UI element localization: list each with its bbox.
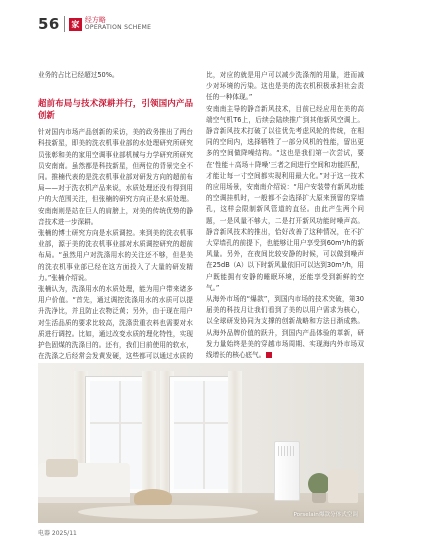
left-column xyxy=(38,70,193,385)
body-paragraph: 张楠认为，洗涤用水的水质处理，能为用户带来诸多用户价值。“首先，通过调控洗涤用水的水质可以提升洗净比，并且防止衣物泛黄；另外，由于现在用户对生活品质的要求比较高，洗涤贵重衣料也需要对水质进行调控。比如，通过改变水质的理化特性，实现护色固煤的洗涤目的。还有，我们目前使用的软水，在洗涤之后经常会发黄发硬，这些都可以通过水质的 xyxy=(38,285,193,361)
section-title-en: OPERATION SCHEME xyxy=(84,24,152,31)
end-mark-icon xyxy=(266,352,272,358)
body-paragraph: 张楠的博士研究方向是水质调控。来到美的洗衣机事业部，源于美的洗衣机事业部对水质调控研究的超前布局。“虽然用户对洗涤用水的关注还不够，但是美的洗衣机事业部已经在这方面投入了大量的研发精力。”张楠介绍说。 xyxy=(38,229,193,282)
right-column xyxy=(206,70,364,361)
article-photo xyxy=(38,363,364,523)
chair-shape xyxy=(328,469,358,503)
closing-paragraph-text: 从海外市场的“爆款”，到国内市场的技术突破，第30届美的科技月让我们看到了美的以用户需求为核心，以全球研发协同为支撑的创新战略和方法日渐成熟。从海外品牌价值的跃升，到国内产品体验的革新，研发力量始终是美的穿越市场周期、实现海内外市场双线增长的核心底气。 xyxy=(206,295,364,360)
section-heading: 超前布局与技术深耕并行，引领国内产品创新 xyxy=(38,98,193,121)
page-header xyxy=(38,13,151,35)
curtain-shape xyxy=(228,371,242,497)
photo-caption: Porselain爆款分体式空调 xyxy=(293,512,358,518)
section-badge-icon: 家 xyxy=(69,18,82,31)
page-footer: 电器 2025/11 xyxy=(38,530,77,537)
section-title xyxy=(85,16,151,32)
curtain-shape xyxy=(142,371,156,497)
body-paragraph: 针对国内市场产品创新的采访，美的政务推出了两台科技新星，即美的洗衣机事业部的水处理研究所研究员张彰和美的家用空调事业部机械与力学研究所研究员安南南。虽然都是科技新星，但两位的背景完全不同。推楠代表的是洗衣机事业部对研发方向的超前布局——对于洗衣机产品来说，水质处理还没有得到用户的大范围关注，但张楠的研究方向正是水质处理。安南南则是站在巨人的肩膀上，对美的传统优势的静音技术进一步深耕。 xyxy=(38,128,193,226)
body-paragraph xyxy=(206,294,364,361)
page-number: 56 xyxy=(38,15,60,33)
rug-shape xyxy=(78,505,258,519)
body-paragraph: 比，对应的就是用户可以减少洗涤剂的用量，进而减少对环境的污染。这也是美的洗衣机积极承担社会责任的一种体现。” xyxy=(206,71,364,102)
side-table-shape xyxy=(134,489,172,505)
header-divider xyxy=(64,16,65,32)
intro-line: 业务的占比已经超过50%。 xyxy=(38,71,119,79)
air-conditioner-unit-icon xyxy=(274,441,300,501)
window-shape xyxy=(170,377,236,493)
cushion-shape xyxy=(46,459,78,477)
section-title-cn: 经方略 xyxy=(84,16,106,24)
body-paragraph: 安南南主导的静音新风技术，目前已经应用在美的高端空气机T6上，后续会陆续推广到其他新风空调上。静音新风技术打破了以往优先考虑风轮的传统，在相同的空间内，选择牺牲了一部分风机的性能，留出更多的空间做降噪结构。“这也是我们第一次尝试，要在‘性能＋高场＋降噪’三者之间进行空间和功能匹配，才能让每一寸空间都实现利用最大化。”对于这一技术的应用场景，安南南介绍说：“用户安装带有新风功能的空调挂机时，一般都不会选择扩大原来预留的穿墙孔，这样会限制新风管道的直径。由此产生两个问题，一是风量不够大，二是打开新风功能时噪声高。静音新风技术的推出，恰好改善了这种情况，在不扩大穿墙孔的前提下，也能够让用户享受到60m³/h的新风量。另外，在夜间比较安静的时候，可以做到噪声在25dB（A）以下时新风量依旧可以达到30m³/h，用户既能拥有安静的睡眠环境，还能享受到新鲜的空气。” xyxy=(206,104,364,292)
